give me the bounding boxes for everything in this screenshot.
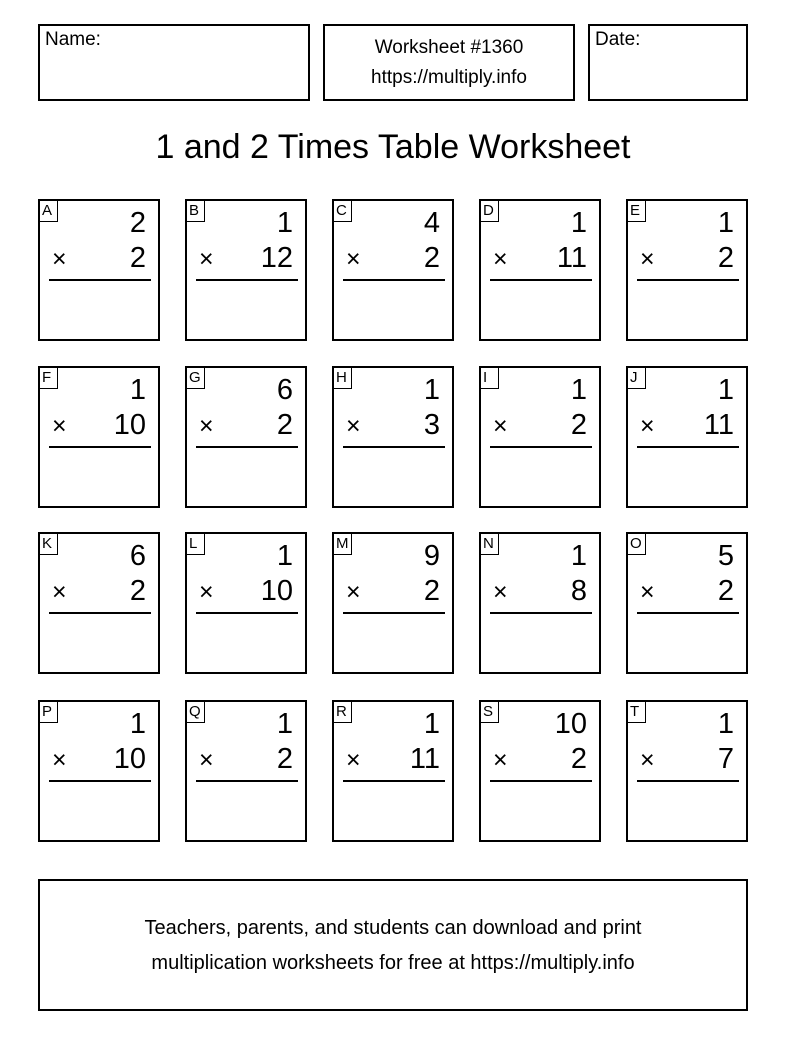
multiplier: 10 [260,575,293,607]
problem-letter: G [185,366,205,389]
answer-line [637,612,739,614]
problem-card[interactable] [332,366,454,508]
multiplicand: 1 [276,708,293,740]
problem-letter: I [479,366,499,389]
problem-letter: S [479,700,499,723]
multiplier: 2 [570,409,587,441]
answer-line [343,446,445,448]
multiplicand: 1 [423,374,440,406]
multiplier: 11 [703,409,734,441]
problem-letter: L [185,532,205,555]
problem-letter: P [38,700,58,723]
date-label: Date: [595,29,641,50]
answer-line [343,780,445,782]
multiplier: 7 [717,743,734,775]
worksheet-number: Worksheet #1360 [374,37,524,58]
times-sign: × [493,245,508,273]
problem-card[interactable] [479,366,601,508]
times-sign: × [493,578,508,606]
times-sign: × [640,412,655,440]
multiplicand: 10 [554,708,587,740]
multiplicand: 4 [423,207,440,239]
multiplicand: 1 [129,374,146,406]
times-sign: × [493,412,508,440]
times-sign: × [640,746,655,774]
times-sign: × [346,746,361,774]
multiplier: 10 [113,409,146,441]
problem-card[interactable] [185,532,307,674]
times-sign: × [52,245,67,273]
answer-line [196,279,298,281]
multiplicand: 6 [129,540,146,572]
multiplicand: 1 [717,207,734,239]
times-sign: × [199,412,214,440]
problem-letter: N [479,532,499,555]
problem-letter: M [332,532,352,555]
multiplier: 11 [409,743,440,775]
times-sign: × [199,245,214,273]
name-label: Name: [45,29,101,50]
answer-line [637,279,739,281]
times-sign: × [640,578,655,606]
problem-letter: K [38,532,58,555]
problem-letter: A [38,199,58,222]
answer-line [343,279,445,281]
problem-letter: J [626,366,646,389]
multiplier: 2 [129,575,146,607]
problem-letter: O [626,532,646,555]
problem-card[interactable] [185,366,307,508]
problem-card[interactable] [185,199,307,341]
times-sign: × [52,578,67,606]
multiplier: 2 [717,575,734,607]
problem-letter: F [38,366,58,389]
times-sign: × [346,412,361,440]
footer-line-1: Teachers, parents, and students can download and print [144,917,642,939]
problem-card[interactable] [38,532,160,674]
problem-card[interactable] [626,366,748,508]
multiplicand: 1 [276,540,293,572]
multiplicand: 1 [570,207,587,239]
multiplicand: 1 [423,708,440,740]
times-sign: × [199,578,214,606]
problem-card[interactable] [332,199,454,341]
problem-card[interactable] [626,532,748,674]
multiplier: 2 [276,409,293,441]
problem-card[interactable] [38,199,160,341]
multiplicand: 9 [423,540,440,572]
problem-letter: C [332,199,352,222]
times-sign: × [346,578,361,606]
multiplicand: 2 [129,207,146,239]
problem-card[interactable] [626,700,748,842]
multiplier: 2 [717,242,734,274]
multiplier: 2 [423,242,440,274]
problem-card[interactable] [332,700,454,842]
multiplicand: 1 [129,708,146,740]
multiplier: 3 [423,409,440,441]
multiplicand: 1 [570,374,587,406]
problem-letter: H [332,366,352,389]
page-title: 1 and 2 Times Table Worksheet [155,128,631,166]
footer-line-2: multiplication worksheets for free at https://multiply.info [151,952,635,974]
problem-letter: D [479,199,499,222]
problem-letter: T [626,700,646,723]
problem-letter: B [185,199,205,222]
problem-card[interactable] [38,366,160,508]
problem-letter: R [332,700,352,723]
problem-card[interactable] [626,199,748,341]
worksheet-url: https://multiply.info [371,67,527,88]
times-sign: × [640,245,655,273]
multiplier: 2 [423,575,440,607]
multiplicand: 1 [717,708,734,740]
multiplicand: 6 [276,374,293,406]
multiplicand: 1 [276,207,293,239]
problem-card[interactable] [185,700,307,842]
answer-line [637,446,739,448]
answer-line [490,446,592,448]
answer-line [196,446,298,448]
multiplier: 11 [556,242,587,274]
multiplier: 8 [570,575,587,607]
problem-letter: E [626,199,646,222]
multiplier: 2 [570,743,587,775]
problem-card[interactable] [479,199,601,341]
multiplicand: 1 [570,540,587,572]
multiplicand: 1 [717,374,734,406]
answer-line [196,612,298,614]
multiplier: 2 [276,743,293,775]
answer-line [490,279,592,281]
answer-line [49,780,151,782]
answer-line [343,612,445,614]
problem-card[interactable] [38,700,160,842]
problem-card[interactable] [479,700,601,842]
answer-line [49,612,151,614]
times-sign: × [52,412,67,440]
problem-card[interactable] [479,532,601,674]
answer-line [637,780,739,782]
answer-line [490,780,592,782]
answer-line [196,780,298,782]
multiplicand: 5 [717,540,734,572]
answer-line [49,446,151,448]
answer-line [490,612,592,614]
answer-line [49,279,151,281]
times-sign: × [52,746,67,774]
footer-note [38,879,748,1011]
times-sign: × [199,746,214,774]
problem-letter: Q [185,700,205,723]
multiplier: 2 [129,242,146,274]
problem-card[interactable] [332,532,454,674]
multiplier: 10 [113,743,146,775]
times-sign: × [346,245,361,273]
times-sign: × [493,746,508,774]
multiplier: 12 [260,242,293,274]
